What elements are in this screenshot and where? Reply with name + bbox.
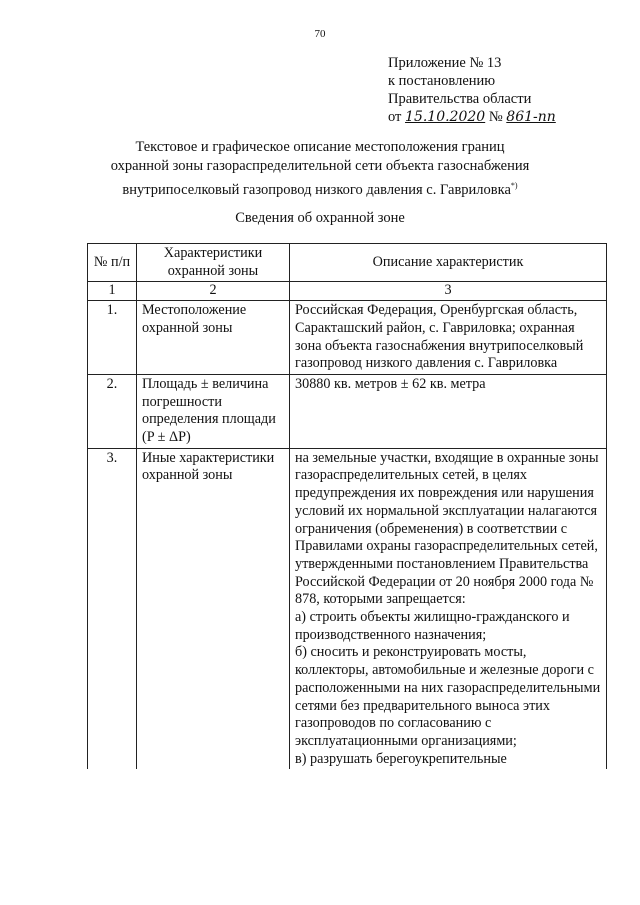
handwritten-date: 15.10.2020 xyxy=(405,109,486,125)
section-title: Сведения об охранной зоне xyxy=(235,210,405,226)
table-row xyxy=(88,301,607,375)
footnote-mark: *) xyxy=(510,181,518,190)
table-header-row xyxy=(88,244,607,282)
header-number: № п/п xyxy=(88,244,137,282)
table-index-row xyxy=(88,282,607,301)
page-number: 70 xyxy=(314,28,326,40)
appendix-line-1: Приложение № 13 xyxy=(388,55,502,71)
appendix-block xyxy=(388,54,556,126)
appendix-date-line xyxy=(388,108,556,126)
protection-zone-table xyxy=(87,243,607,769)
index-cell-2: 2 xyxy=(137,282,290,301)
title-line-3 xyxy=(60,176,580,200)
row-characteristic: Местоположение охранной зоны xyxy=(137,301,290,375)
title-line-2: охранной зоны газораспределительной сети объекта газоснабжения xyxy=(110,158,530,174)
table-row xyxy=(88,448,607,769)
row-characteristic: Площадь ± величина погрешности определения площади (P ± ΔP) xyxy=(137,374,290,448)
handwritten-number: 861-пп xyxy=(506,109,556,125)
document-title xyxy=(60,138,580,200)
index-cell-3: 3 xyxy=(290,282,607,301)
header-description: Описание характеристик xyxy=(290,244,607,282)
row-number: 2. xyxy=(88,374,137,448)
row-number: 1. xyxy=(88,301,137,375)
table-row xyxy=(88,374,607,448)
appendix-line-3: Правительства области xyxy=(388,91,532,107)
header-characteristics: Характеристики охранной зоны xyxy=(137,244,290,282)
number-label: № xyxy=(488,109,503,125)
row-characteristic: Иные характеристики охранной зоны xyxy=(137,448,290,769)
appendix-line-2: к постановлению xyxy=(388,73,496,89)
row-description: Российская Федерация, Оренбургская область, Саракташский район, с. Гавриловка; охранная зона объекта газоснабжения внутрипоселковый газопровод низкого давления с. Гавриловка xyxy=(290,301,607,375)
row-number: 3. xyxy=(88,448,137,769)
title-line-3-text: внутрипоселковый газопровод низкого давления с. Гавриловка xyxy=(122,181,511,198)
row-description: 30880 кв. метров ± 62 кв. метра xyxy=(290,374,607,448)
index-cell-1: 1 xyxy=(88,282,137,301)
ot-label: от xyxy=(388,109,402,125)
row-description: на земельные участки, входящие в охранные зоны газораспределительных сетей, в целях предупреждения их повреждения или нарушения условий их нормальной эксплуатации налагаются ограничения (обременения) в соответствии с Правилами охраны газораспределительных сетей, утвержденными постановлением Правительства Российской Федерации от 20 ноября 2000 года № 878, которыми запрещается: а) строить объекты жилищно-гражданского и производственного назначения; б) сносить и реконструировать мосты, коллекторы, автомобильные и железные дороги с расположенными на них газораспределительными сетями без предварительного выноса этих газопроводов по согласованию с эксплуатационными организациями; в) разрушать берегоукрепительные xyxy=(290,448,607,769)
title-line-1: Текстовое и графическое описание местоположения границ xyxy=(135,139,505,155)
